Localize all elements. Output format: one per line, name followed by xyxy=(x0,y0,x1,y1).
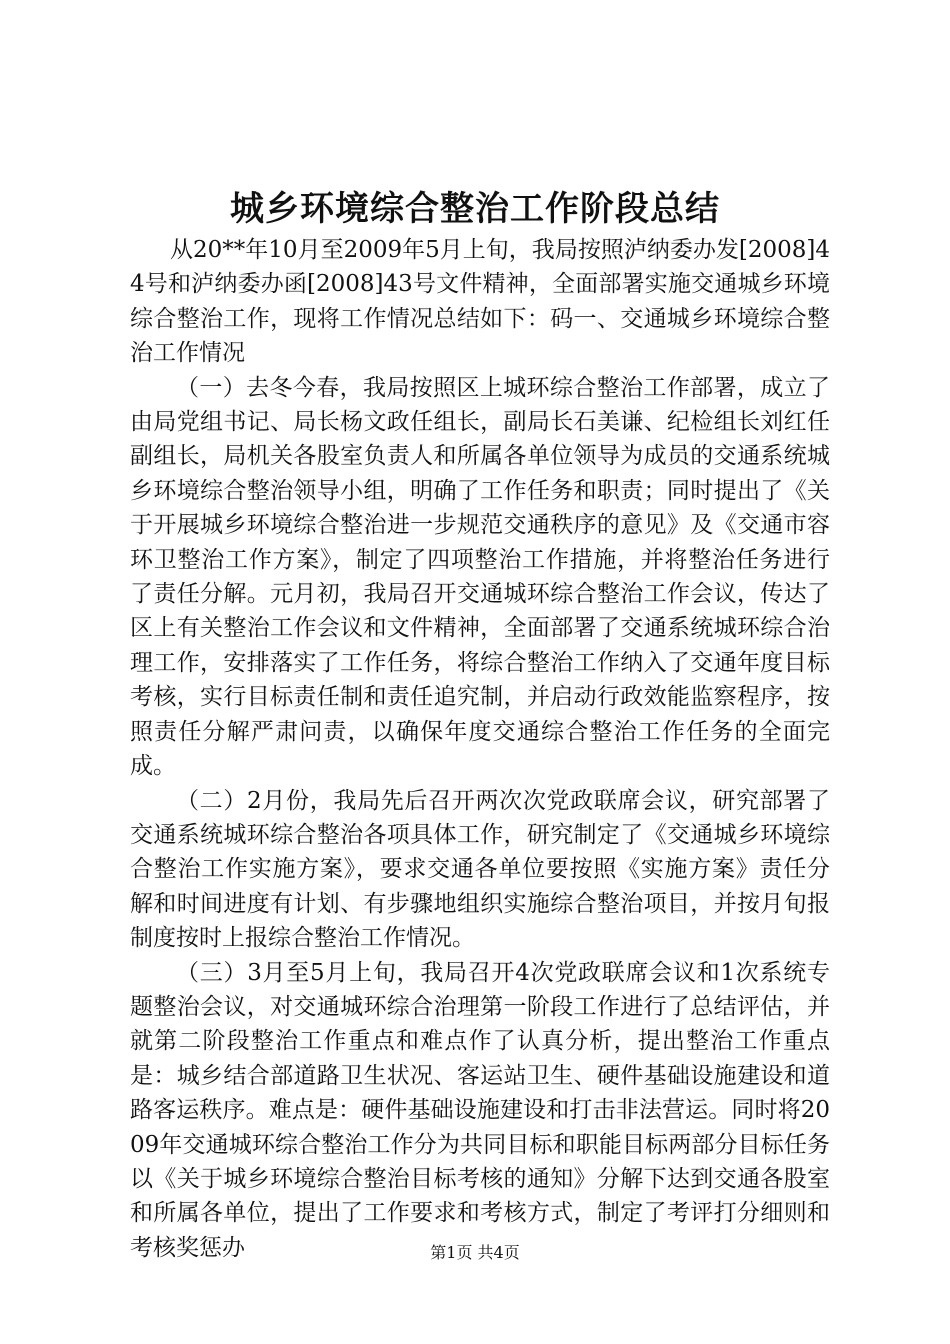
paragraph-section-2: （二）2月份，我局先后召开两次次党政联席会议，研究部署了交通系统城环综合整治各项具体工作，研究制定了《交通城乡环境综合整治工作实施方案》，要求交通各单位要按照《实施方案》责任分解和时间进度有计划、有步骤地组织实施综合整治项目，并按月旬报制度按时上报综合整治工作情况。 xyxy=(130,787,830,952)
paragraph-section-1: （一）去冬今春，我局按照区上城环综合整治工作部署，成立了由局党组书记、局长杨文政任组长，副局长石美谦、纪检组长刘红任副组长，局机关各股室负责人和所属各单位领导为成员的交通系统城乡环境综合整治领导小组，明确了工作任务和职责；同时提出了《关于开展城乡环境综合整治进一步规范交通秩序的意见》及《交通市容环卫整治工作方案》，制定了四项整治工作措施，并将整治任务进行了责任分解。元月初，我局召开交通城环综合整治工作会议，传达了区上有关整治工作会议和文件精神，全面部署了交通系统城环综合治理工作，安排落实了工作任务，将综合整治工作纳入了交通年度目标考核，实行目标责任制和责任追究制，并启动行政效能监察程序，按照责任分解严肃问责，以确保年度交通综合整治工作任务的全面完成。 xyxy=(130,374,830,780)
paragraph-section-3: （三）3月至5月上旬，我局召开4次党政联席会议和1次系统专题整治会议，对交通城环综合治理第一阶段工作进行了总结评估，并就第二阶段整治工作重点和难点作了认真分析，提出整治工作重点是：城乡结合部道路卫生状况、客运站卫生、硬件基础设施建设和道路客运秩序。难点是：硬件基础设施建设和打击非法营运。同时将2009年交通城环综合整治工作分为共同目标和职能目标两部分目标任务以《关于城乡环境综合整治目标考核的通知》分解下达到交通各股室和所属各单位，提出了工作要求和考核方式，制定了考评打分细则和考核奖惩办 xyxy=(130,959,830,1261)
page-footer: 第1页 共4页 xyxy=(430,1243,520,1262)
document-title: 城乡环境综合整治工作阶段总结 xyxy=(230,189,720,229)
paragraph-intro: 从20**年10月至2009年5月上旬，我局按照泸纳委办发[2008]44号和泸纳委办函[2008]43号文件精神，全面部署实施交通城乡环境综合整治工作，现将工作情况总结如下：码一、交通城乡环境综合整治工作情况 xyxy=(130,237,830,367)
document-body xyxy=(130,233,830,1265)
